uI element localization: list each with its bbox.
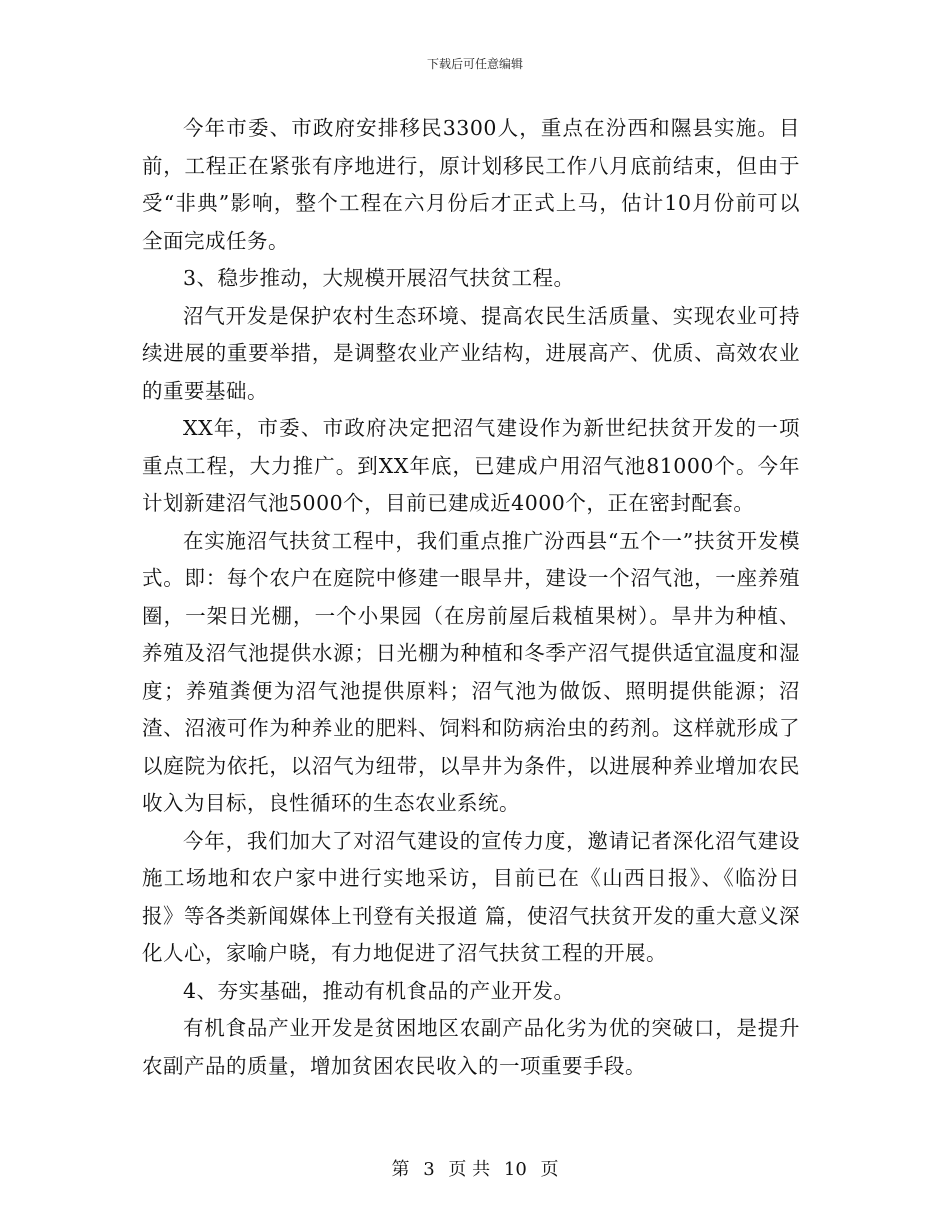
document-body [142,110,800,1085]
paragraph: 有机食品产业开发是贫困地区农副产品化劣为优的突破口，是提升农副产品的质量，增加贫困农民收入的一项重要手段。 [142,1016,800,1078]
paragraph: XX年，市委、市政府决定把沼气建设作为新世纪扶贫开发的一项重点工程，大力推广。到XX年底，已建成户用沼气池81000个。今年计划新建沼气池5000个，目前已建成近4000个，正在密封配套。 [142,416,800,515]
footer-prefix: 第 [391,1159,410,1180]
footer-middle: 页 共 [448,1159,491,1180]
page-number-footer [0,1155,950,1181]
paragraph: 在实施沼气扶贫工程中，我们重点推广汾西县“五个一”扶贫开发模式。即：每个农户在庭院中修建一眼旱井，建设一个沼气池，一座养殖圈，一架日光棚，一个小果园（在房前屋后栽植果树）。旱井为种植、养殖及沼气池提供水源；日光棚为种植和冬季产沼气提供适宜温度和湿度；养殖粪便为沼气池提供原料；沼气池为做饭、照明提供能源；沼渣、沼液可作为种养业的肥料、饲料和防病治虫的药剂。这样就形成了以庭院为依托，以沼气为纽带，以旱井为条件，以进展种养业增加农民收入为目标，良性循环的生态农业系统。 [142,528,800,815]
footer-suffix: 页 [540,1159,559,1180]
paragraph: 沼气开发是保护农村生态环境、提高农民生活质量、实现农业可持续进展的重要举措，是调整农业产业结构，进展高产、优质、高效农业的重要基础。 [142,303,800,403]
page-header: 下载后可任意编辑 [426,57,523,71]
section-heading: 3、稳步推动，大规模开展沼气扶贫工程。 [183,266,575,290]
total-page-number: 10 [503,1159,527,1180]
paragraph: 今年，我们加大了对沼气建设的宣传力度，邀请记者深化沼气建设施工场地和农户家中进行实地采访，目前已在《山西日报》、《临汾日报》等各类新闻媒体上刊登有关报道 篇，使沼气扶贫开发的重大意义深化人心，家喻户晓，有力地促进了沼气扶贫工程的开展。 [142,828,801,965]
section-heading: 4、夯实基础，推动有机食品的产业开发。 [183,978,575,1003]
current-page-number: 3 [423,1159,435,1180]
paragraph: 今年市委、市政府安排移民3300人，重点在汾西和隰县实施。目前，工程正在紧张有序地进行，原计划移民工作八月底前结束，但由于受“非典”影响，整个工程在六月份后才正式上马，估计10月份前可以全面完成任务。 [142,116,800,253]
